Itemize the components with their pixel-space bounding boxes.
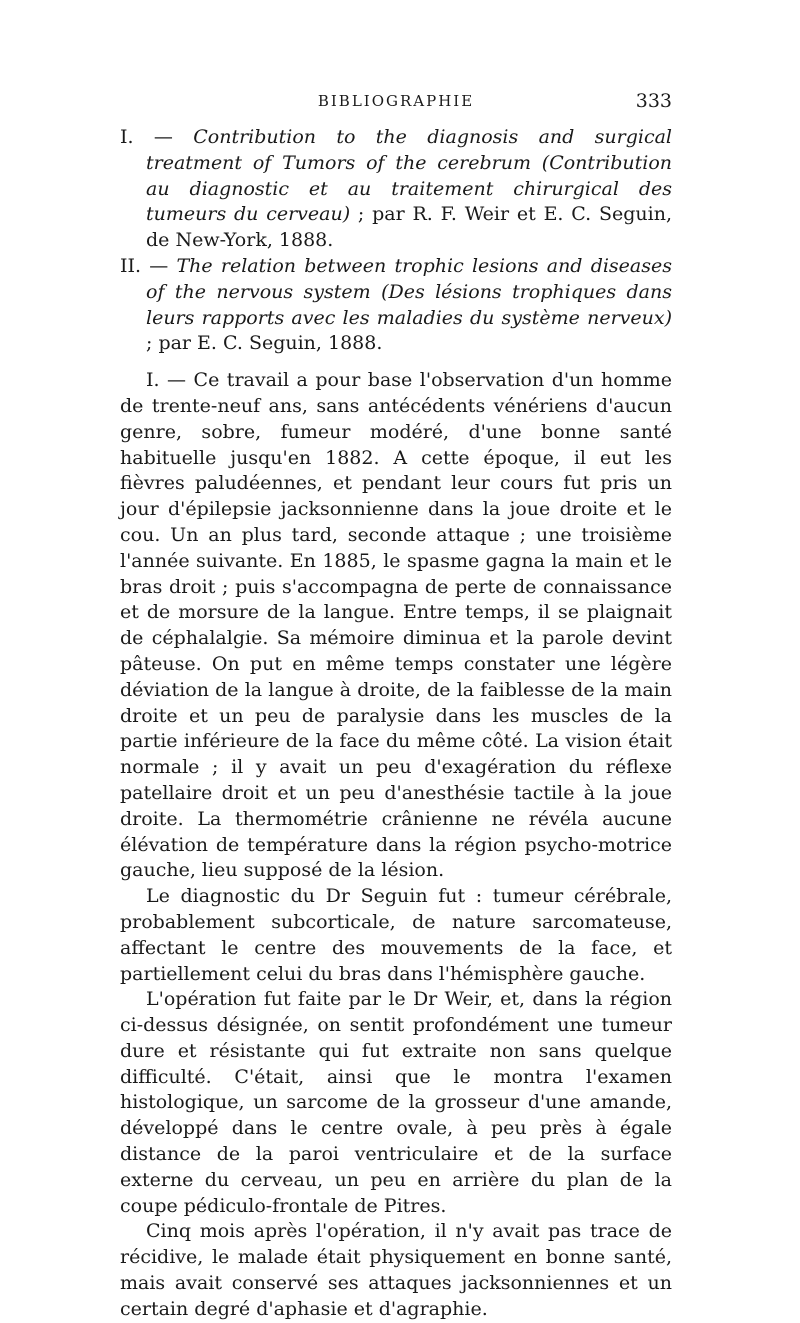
running-head: BIBLIOGRAPHIE	[317, 92, 475, 110]
page-header	[120, 92, 672, 122]
reference-2	[120, 254, 672, 357]
reference-authors: ; par R. F. Weir et E. C. Seguin, de New-York, 1888.	[146, 203, 672, 252]
reference-authors: ; par E. C. Seguin, 1888.	[146, 332, 383, 355]
paragraph: Cinq mois après l'opération, il n'y avait pas trace de récidive, le malade était physiquement en bonne santé, mais avait conservé ses attaques jacksonniennes et un certain degré d'aphasie et d'agraphie.	[120, 1220, 672, 1320]
reference-title-en: Contribution to the diagnosis and surgical treatment of Tumors of the cerebrum	[146, 126, 672, 174]
page-body	[120, 125, 672, 1323]
reference-title-en: The relation between trophic lesions and diseases of the nervous system	[146, 254, 672, 303]
paragraph: I. — Ce travail a pour base l'observation d'un homme de trente-neuf ans, sans antécédents vénériens d'aucun genre, sobre, fumeur modéré, d'une bonne santé habituelle jusqu'en 1882. A cette époque, il eut les fièvres paludéennes, et pendant leur cours fut pris un jour d'épilepsie jacksonnienne dans la joue droite et le cou. Un an plus tard, seconde attaque ; une troisième l'année suivante. En 1885, le spasme gagna la main et le bras droit ; puis s'accompagna de perte de connaissance et de morsure de la langue. Entre temps, il se plaignait de céphalalgie. Sa mémoire diminua et la parole devint pâteuse. On put en même temps constater une légère déviation de la langue à droite, de la faiblesse de la main droite et un peu de paralysie dans les muscles de la partie inférieure de la face du même côté. La vision était normale ; il y avait un peu d'exagération du réflexe patellaire droit et un peu d'anesthésie tactile à la joue droite. La thermométrie crânienne ne révéla aucune élévation de température dans la région psycho-motrice gauche, lieu supposé de la lésion.	[120, 369, 672, 882]
paragraph: Le diagnostic du Dr Seguin fut : tumeur cérébrale, probablement subcorticale, de nature sarcomateuse, affectant le centre des mouvements de la face, et partiellement celui du bras dans l'hémisphère gauche.	[120, 885, 672, 985]
paragraph: L'opération fut faite par le Dr Weir, et, dans la région ci-dessus désignée, on sentit profondément une tumeur dure et résistante qui fut extraite non sans quelque difficulté. C'était, ainsi que le montra l'examen histologique, un sarcome de la grosseur d'une amande, développé dans le centre ovale, à peu près à égale distance de la paroi ventriculaire et de la surface externe du cerveau, un peu en arrière du plan de la coupe pédiculo-frontale de Pitres.	[120, 988, 672, 1217]
reference-1	[120, 125, 672, 254]
reference-number: II. —	[120, 254, 177, 277]
page-number: 333	[635, 90, 672, 112]
reference-title-fr: (Des lésions trophiques dans leurs rapports avec les maladies du système nerveux)	[146, 280, 672, 329]
reference-number: I. —	[120, 126, 194, 148]
reference-title-fr: (Contribution au diagnostic et au traitement chirurgical des tumeurs du cerveau)	[146, 151, 672, 226]
